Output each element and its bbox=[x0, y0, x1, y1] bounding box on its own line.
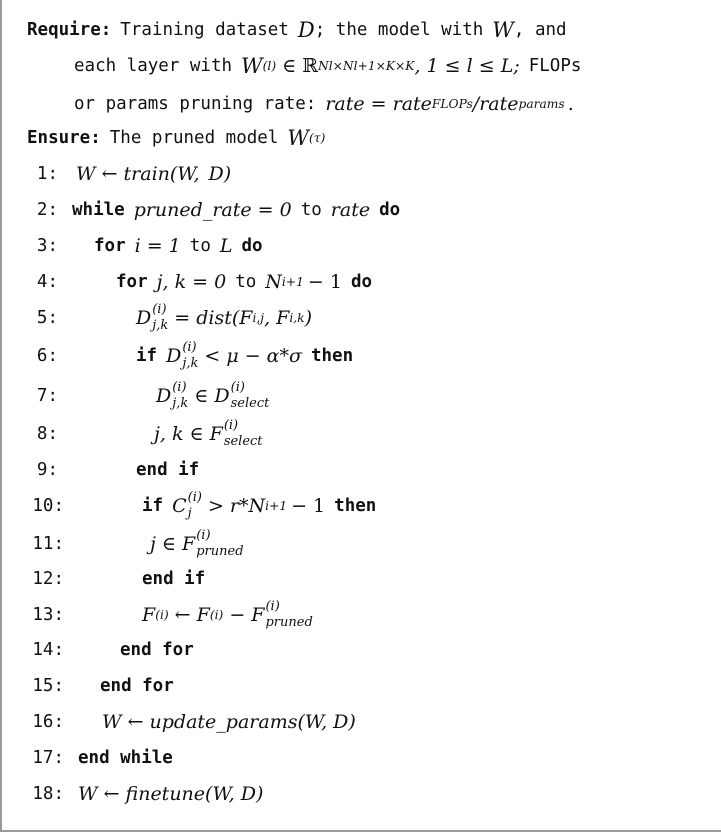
line-number: 5: bbox=[36, 308, 58, 328]
D-sup: (i) bbox=[152, 302, 167, 318]
line-1-expr-b: D) bbox=[208, 163, 232, 185]
algo-line-2 bbox=[2, 192, 721, 228]
line-number: 10: bbox=[32, 496, 64, 516]
line-number: 1: bbox=[36, 164, 58, 184]
jk-in-F: j, k ∈ F bbox=[154, 423, 223, 445]
F-sub-2: i,k bbox=[289, 311, 305, 325]
in-reals: ∈ ℝ bbox=[282, 55, 319, 77]
layer-weights: W bbox=[241, 54, 263, 78]
D-var: D bbox=[156, 385, 172, 407]
algo-line-5 bbox=[2, 300, 721, 336]
line-number: 16: bbox=[32, 712, 64, 732]
F-sup: (i) bbox=[223, 418, 239, 434]
ensure-keyword: Ensure: bbox=[27, 128, 101, 148]
line-number: 15: bbox=[32, 676, 64, 696]
line-3-expr: i = 1 bbox=[134, 235, 181, 257]
update-params-expr: W ← update_params(W, D) bbox=[102, 711, 356, 733]
algo-line-9 bbox=[2, 452, 721, 488]
require-text-3: , and bbox=[513, 20, 567, 40]
line-number: 17: bbox=[32, 748, 64, 768]
flops-word: FLOPs bbox=[528, 56, 582, 76]
dist-mid: , F bbox=[264, 307, 290, 329]
line-number: 12: bbox=[32, 569, 64, 589]
require-line-1 bbox=[27, 12, 721, 48]
N-var: N bbox=[265, 271, 282, 293]
rate-var: rate bbox=[330, 199, 371, 221]
line-number: 7: bbox=[36, 386, 58, 406]
minus-F: − F bbox=[229, 604, 265, 626]
D-var: D bbox=[136, 307, 152, 329]
require-layer-text: each layer with bbox=[74, 56, 233, 76]
N-sub: i+1 bbox=[265, 499, 288, 513]
do-keyword: do bbox=[241, 236, 263, 256]
for-keyword: for bbox=[116, 272, 148, 292]
algo-line-15 bbox=[2, 668, 721, 704]
F-sup: (i) bbox=[196, 528, 211, 544]
algo-line-8 bbox=[2, 416, 721, 452]
to-keyword: to bbox=[189, 236, 211, 256]
algo-line-16 bbox=[2, 704, 721, 740]
L-var: L bbox=[219, 235, 233, 257]
threshold-expr: < μ − α*σ bbox=[204, 345, 302, 367]
for-keyword: for bbox=[94, 236, 126, 256]
minus-one: − 1 bbox=[291, 495, 326, 517]
params-sub: params bbox=[518, 97, 565, 111]
N-sub: i+1 bbox=[281, 275, 304, 289]
do-keyword: do bbox=[379, 200, 401, 220]
line-number: 3: bbox=[36, 236, 58, 256]
C-sub: j bbox=[187, 506, 192, 521]
dims: Nl×Nl+1×K×K bbox=[318, 59, 415, 73]
layer-sup: (l) bbox=[262, 59, 277, 73]
minus-one: − 1 bbox=[307, 271, 342, 293]
D-sub: j,k bbox=[182, 356, 199, 371]
line-number: 6: bbox=[36, 346, 58, 366]
algo-line-10 bbox=[2, 488, 721, 524]
line-2-expr: pruned_rate = 0 bbox=[133, 199, 292, 221]
F-pruned-sub: pruned bbox=[196, 544, 244, 559]
F-sup-2: (i) bbox=[209, 608, 224, 622]
layer-range: , 1 ≤ l ≤ L; bbox=[414, 55, 520, 77]
end-if-keyword: end if bbox=[142, 569, 206, 589]
ensure-line bbox=[27, 120, 721, 156]
F-sup-3: (i) bbox=[265, 599, 280, 615]
algo-line-4 bbox=[2, 264, 721, 300]
D-var: D bbox=[166, 345, 182, 367]
line-4-expr: j, k = 0 bbox=[156, 271, 227, 293]
F-sub-1: i,j bbox=[252, 311, 265, 325]
D-select-sup: (i) bbox=[230, 380, 245, 396]
pruned-model-sub: (τ) bbox=[308, 131, 326, 145]
D-sub: j,k bbox=[172, 396, 189, 411]
D-sup: (i) bbox=[172, 380, 187, 396]
C-sup: (i) bbox=[187, 490, 202, 506]
require-text: Training dataset bbox=[120, 20, 289, 40]
then-keyword: then bbox=[334, 496, 377, 516]
F-pruned-sub: pruned bbox=[265, 615, 313, 630]
D-select-sub: select bbox=[230, 396, 270, 411]
algo-line-18 bbox=[2, 776, 721, 812]
to-keyword: to bbox=[300, 200, 322, 220]
rate-expr: rate = rate bbox=[325, 93, 432, 115]
dist-end: ) bbox=[304, 307, 313, 329]
flops-sub: FLOPs bbox=[431, 97, 473, 111]
end-for-keyword: end for bbox=[120, 640, 194, 660]
D-sub: j,k bbox=[152, 318, 169, 333]
to-keyword: to bbox=[235, 272, 257, 292]
end-if-keyword: end if bbox=[136, 460, 200, 480]
ensure-text: The pruned model bbox=[109, 128, 279, 148]
D-sup: (i) bbox=[182, 340, 197, 356]
line-number: 2: bbox=[36, 200, 58, 220]
then-keyword: then bbox=[310, 346, 354, 366]
line-number: 18: bbox=[32, 784, 64, 804]
F-var: F bbox=[142, 604, 156, 626]
algo-line-1 bbox=[2, 156, 721, 192]
algo-line-13 bbox=[2, 597, 721, 633]
rate-text: or params pruning rate: bbox=[74, 94, 317, 114]
algo-line-3 bbox=[2, 228, 721, 264]
algo-line-11 bbox=[2, 526, 721, 562]
gt-expr: > r*N bbox=[207, 495, 266, 517]
line-number: 11: bbox=[32, 534, 64, 554]
in-D: ∈ D bbox=[194, 385, 230, 407]
algo-line-6 bbox=[2, 338, 721, 374]
F-sup: (i) bbox=[155, 608, 169, 622]
F-select-sub: select bbox=[223, 434, 263, 449]
algo-line-12 bbox=[2, 561, 721, 597]
rate-dot: . bbox=[567, 93, 574, 115]
end-while-keyword: end while bbox=[78, 748, 173, 768]
pruned-model-symbol: W bbox=[287, 126, 309, 150]
assign-F: ← F bbox=[174, 604, 210, 626]
line-number: 9: bbox=[36, 460, 58, 480]
model-symbol: W bbox=[492, 18, 514, 42]
if-keyword: if bbox=[142, 496, 164, 516]
line-1-expr: W ← train(W, bbox=[76, 163, 200, 185]
require-line-2 bbox=[74, 48, 721, 84]
require-line-3 bbox=[74, 86, 721, 122]
line-number: 13: bbox=[32, 605, 64, 625]
dist-expr: = dist(F bbox=[174, 307, 253, 329]
algo-line-17 bbox=[2, 740, 721, 776]
line-number: 14: bbox=[32, 640, 64, 660]
C-var: C bbox=[172, 495, 187, 517]
require-text-2: ; the model with bbox=[314, 20, 484, 40]
if-keyword: if bbox=[136, 346, 158, 366]
line-number: 4: bbox=[36, 272, 58, 292]
j-in-F: j ∈ F bbox=[150, 533, 196, 555]
rate-slash: /rate bbox=[472, 93, 519, 115]
while-keyword: while bbox=[72, 200, 125, 220]
do-keyword: do bbox=[350, 272, 373, 292]
algo-line-7 bbox=[2, 378, 721, 414]
finetune-expr: W ← finetune(W, D) bbox=[78, 783, 264, 805]
end-for-keyword: end for bbox=[100, 676, 174, 696]
require-keyword: Require: bbox=[27, 20, 112, 40]
algo-line-14 bbox=[2, 632, 721, 668]
line-number: 8: bbox=[36, 424, 58, 444]
dataset-symbol: D bbox=[297, 18, 315, 42]
